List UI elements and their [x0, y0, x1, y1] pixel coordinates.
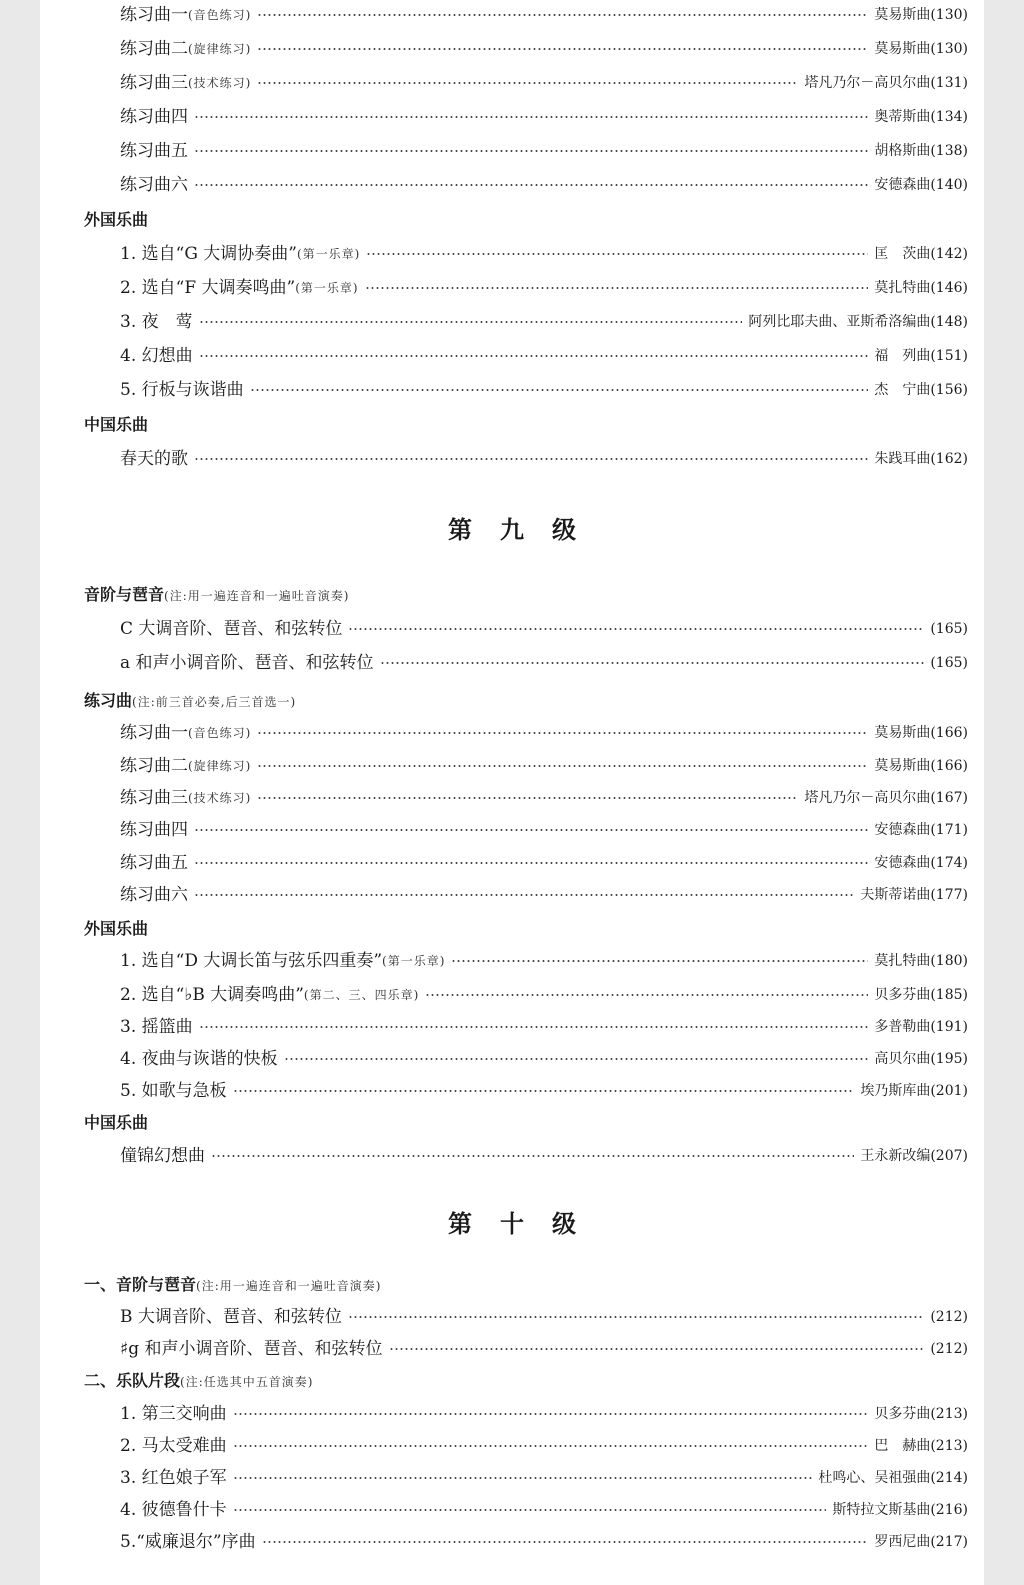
dot-leader [233, 1445, 869, 1447]
entry-author-page: 王永新改编(207) [860, 1148, 968, 1164]
entry-title: 3. 夜 莺 [120, 312, 193, 332]
entry-author-page: 多普勒曲(191) [874, 1019, 968, 1035]
dot-leader [257, 82, 798, 84]
entry-author-page: 匡 茨曲(142) [874, 246, 968, 262]
dot-leader [199, 1026, 869, 1028]
toc-entry[interactable] [120, 271, 968, 305]
document-page [40, 0, 984, 1585]
section-heading [84, 580, 349, 610]
entry-author-page: 杜鸣心、吴祖强曲(214) [818, 1470, 968, 1486]
entry-author-page: 塔凡乃尔－高贝尔曲(131) [804, 75, 968, 91]
entry-note: (技术练习) [188, 76, 252, 90]
dot-leader [425, 994, 868, 996]
section-heading: 外国乐曲 [84, 919, 149, 938]
entry-title: 练习曲一 [120, 723, 188, 743]
toc-entry[interactable] [120, 846, 968, 880]
entry-author-page: 朱践耳曲(162) [874, 451, 968, 467]
entry-title: 春天的歌 [120, 449, 188, 469]
toc-entry[interactable] [120, 1525, 968, 1559]
entry-title: 练习曲六 [120, 885, 188, 905]
entry-note: (第一乐章) [295, 281, 359, 295]
dot-leader [194, 150, 868, 152]
toc-entry[interactable] [120, 373, 968, 407]
toc-entry[interactable] [120, 1397, 968, 1431]
entry-title: 练习曲四 [120, 820, 188, 840]
entry-author-page: 莫易斯曲(166) [874, 725, 968, 741]
section-heading-label: 一、音阶与琶音 [84, 1275, 197, 1294]
dot-leader [257, 765, 868, 767]
dot-leader [233, 1509, 827, 1511]
toc-entry[interactable] [120, 1074, 968, 1108]
entry-title: 1. 第三交响曲 [120, 1404, 227, 1424]
toc-entry[interactable] [120, 612, 968, 646]
section-heading [84, 1366, 313, 1396]
entry-author-page: 夫斯蒂诺曲(177) [860, 887, 968, 903]
entry-author-page: 安德森曲(171) [874, 822, 968, 838]
toc-entry[interactable] [120, 813, 968, 847]
dot-leader [194, 116, 868, 118]
section-heading-note: (注:用一遍连音和一遍吐音演奏) [196, 1279, 382, 1293]
toc-entry[interactable] [120, 305, 968, 339]
entry-title: 1. 选自“D 大调长笛与弦乐四重奏” [120, 951, 383, 971]
entry-author-page: 莫扎特曲(180) [874, 953, 968, 969]
dot-leader [380, 662, 925, 664]
entry-author-page: 杰 宁曲(156) [874, 382, 968, 398]
toc-entry[interactable] [120, 1461, 968, 1495]
entry-author-page: 安德森曲(174) [874, 855, 968, 871]
entry-title: 练习曲四 [120, 107, 188, 127]
section-heading-label: 音阶与琶音 [84, 585, 165, 604]
entry-author-page: 埃乃斯库曲(201) [860, 1083, 968, 1099]
dot-leader [250, 389, 869, 391]
toc-entry[interactable] [120, 442, 968, 476]
dot-leader [194, 829, 868, 831]
entry-note: (技术练习) [188, 791, 252, 805]
dot-leader [284, 1058, 869, 1060]
entry-note: (第一乐章) [382, 954, 446, 968]
section-heading [84, 1270, 381, 1300]
entry-title: 练习曲六 [120, 175, 188, 195]
entry-title: ♯g 和声小调音阶、琶音、和弦转位 [120, 1339, 383, 1359]
dot-leader [262, 1541, 869, 1543]
toc-entry[interactable] [120, 878, 968, 912]
dot-leader [348, 1316, 924, 1318]
entry-author-page: 莫易斯曲(130) [874, 7, 968, 23]
entry-title: 2. 马太受难曲 [120, 1436, 227, 1456]
toc-entry[interactable] [120, 944, 968, 978]
dot-leader [365, 287, 869, 289]
entry-title: 1. 选自“G 大调协奏曲” [120, 244, 297, 264]
section-heading-label: 练习曲 [84, 691, 133, 710]
section-heading-note: (注:用一遍连音和一遍吐音演奏) [164, 589, 350, 603]
toc-entry[interactable] [120, 32, 968, 66]
entry-title: 2. 选自“♭B 大调奏鸣曲” [120, 985, 304, 1005]
dot-leader [366, 253, 868, 255]
toc-entry[interactable] [120, 1042, 968, 1076]
toc-entry[interactable] [120, 237, 968, 271]
dot-leader [257, 14, 868, 16]
dot-leader [233, 1090, 855, 1092]
entry-author-page: 安德森曲(140) [874, 177, 968, 193]
entry-author-page: 高贝尔曲(195) [874, 1051, 968, 1067]
section-heading-label: 二、乐队片段 [84, 1371, 181, 1390]
section-heading: 外国乐曲 [84, 210, 149, 229]
entry-title: 4. 夜曲与诙谐的快板 [120, 1049, 278, 1069]
dot-leader [257, 732, 868, 734]
toc-entry[interactable] [120, 749, 968, 783]
entry-title: 练习曲二 [120, 756, 188, 776]
entry-author-page: (212) [930, 1341, 968, 1357]
entry-author-page: 罗西尼曲(217) [874, 1534, 968, 1550]
dot-leader [451, 960, 868, 962]
entry-author-page: 斯特拉文斯基曲(216) [832, 1502, 968, 1518]
section-heading: 中国乐曲 [84, 1113, 149, 1132]
dot-leader [257, 797, 798, 799]
dot-leader [233, 1413, 869, 1415]
toc-entry[interactable] [120, 978, 968, 1012]
entry-author-page: (212) [930, 1309, 968, 1325]
entry-title: 练习曲三 [120, 788, 188, 808]
entry-note: (旋律练习) [188, 42, 252, 56]
entry-title: 2. 选自“F 大调奏鸣曲” [120, 278, 296, 298]
entry-note: (音色练习) [188, 8, 252, 22]
dot-leader [348, 628, 924, 630]
entry-note: (第一乐章) [297, 247, 361, 261]
level-title: 第十级 [448, 1209, 604, 1238]
toc-entry[interactable] [120, 168, 968, 202]
dot-leader [199, 355, 869, 357]
entry-author-page: 巴 赫曲(213) [874, 1438, 968, 1454]
toc-entry[interactable] [120, 716, 968, 750]
section-heading-note: (注:任选其中五首演奏) [180, 1375, 314, 1389]
entry-title: a 和声小调音阶、琶音、和弦转位 [120, 653, 374, 673]
dot-leader [194, 894, 854, 896]
entry-note: (音色练习) [188, 726, 252, 740]
entry-title: 练习曲一 [120, 5, 188, 25]
entry-title: 3. 红色娘子军 [120, 1468, 227, 1488]
entry-title: 练习曲五 [120, 853, 188, 873]
entry-author-page: 阿列比耶夫曲、亚斯希洛编曲(148) [748, 314, 968, 330]
section-heading-note: (注:前三首必奏,后三首选一) [132, 695, 297, 709]
entry-title: 练习曲五 [120, 141, 188, 161]
toc-entry[interactable] [120, 1332, 968, 1366]
entry-author-page: 莫易斯曲(130) [874, 41, 968, 57]
entry-title: 3. 摇篮曲 [120, 1017, 193, 1037]
section-heading: 中国乐曲 [84, 415, 149, 434]
toc-entry[interactable] [120, 1493, 968, 1527]
toc-entry[interactable] [120, 1010, 968, 1044]
level-title: 第九级 [448, 515, 604, 544]
dot-leader [199, 321, 743, 323]
entry-title: 5. 如歌与急板 [120, 1081, 227, 1101]
dot-leader [211, 1155, 854, 1157]
dot-leader [194, 184, 868, 186]
toc-entry[interactable] [120, 1139, 968, 1173]
entry-title: 僮锦幻想曲 [120, 1146, 205, 1166]
entry-author-page: 贝多芬曲(185) [874, 987, 968, 1003]
entry-author-page: (165) [930, 655, 968, 671]
entry-author-page: 贝多芬曲(213) [874, 1406, 968, 1422]
entry-note: (旋律练习) [188, 759, 252, 773]
section-heading [84, 686, 296, 716]
toc-entry[interactable] [120, 0, 968, 32]
toc-entry[interactable] [120, 646, 968, 680]
toc-entry[interactable] [120, 1429, 968, 1463]
dot-leader [233, 1477, 813, 1479]
dot-leader [194, 862, 868, 864]
entry-author-page: (165) [930, 621, 968, 637]
dot-leader [194, 458, 868, 460]
toc-entry[interactable] [120, 66, 968, 100]
dot-leader [389, 1348, 925, 1350]
entry-author-page: 福 列曲(151) [874, 348, 968, 364]
entry-author-page: 莫易斯曲(166) [874, 758, 968, 774]
dot-leader [257, 48, 868, 50]
entry-title: 5.“威廉退尔”序曲 [120, 1532, 256, 1552]
entry-title: 5. 行板与诙谐曲 [120, 380, 244, 400]
entry-title: C 大调音阶、琶音、和弦转位 [120, 619, 343, 639]
entry-note: (第二、三、四乐章) [303, 988, 420, 1002]
toc-entry[interactable] [120, 1300, 968, 1334]
toc-entry[interactable] [120, 339, 968, 373]
entry-title: 练习曲二 [120, 39, 188, 59]
entry-author-page: 胡格斯曲(138) [874, 143, 968, 159]
toc-entry[interactable] [120, 781, 968, 815]
entry-title: B 大调音阶、琶音、和弦转位 [120, 1307, 342, 1327]
entry-title: 4. 幻想曲 [120, 346, 193, 366]
entry-author-page: 塔凡乃尔－高贝尔曲(167) [804, 790, 968, 806]
entry-title: 练习曲三 [120, 73, 188, 93]
toc-entry[interactable] [120, 134, 968, 168]
entry-title: 4. 彼德鲁什卡 [120, 1500, 227, 1520]
entry-author-page: 奥蒂斯曲(134) [874, 109, 968, 125]
toc-entry[interactable] [120, 100, 968, 134]
entry-author-page: 莫扎特曲(146) [874, 280, 968, 296]
